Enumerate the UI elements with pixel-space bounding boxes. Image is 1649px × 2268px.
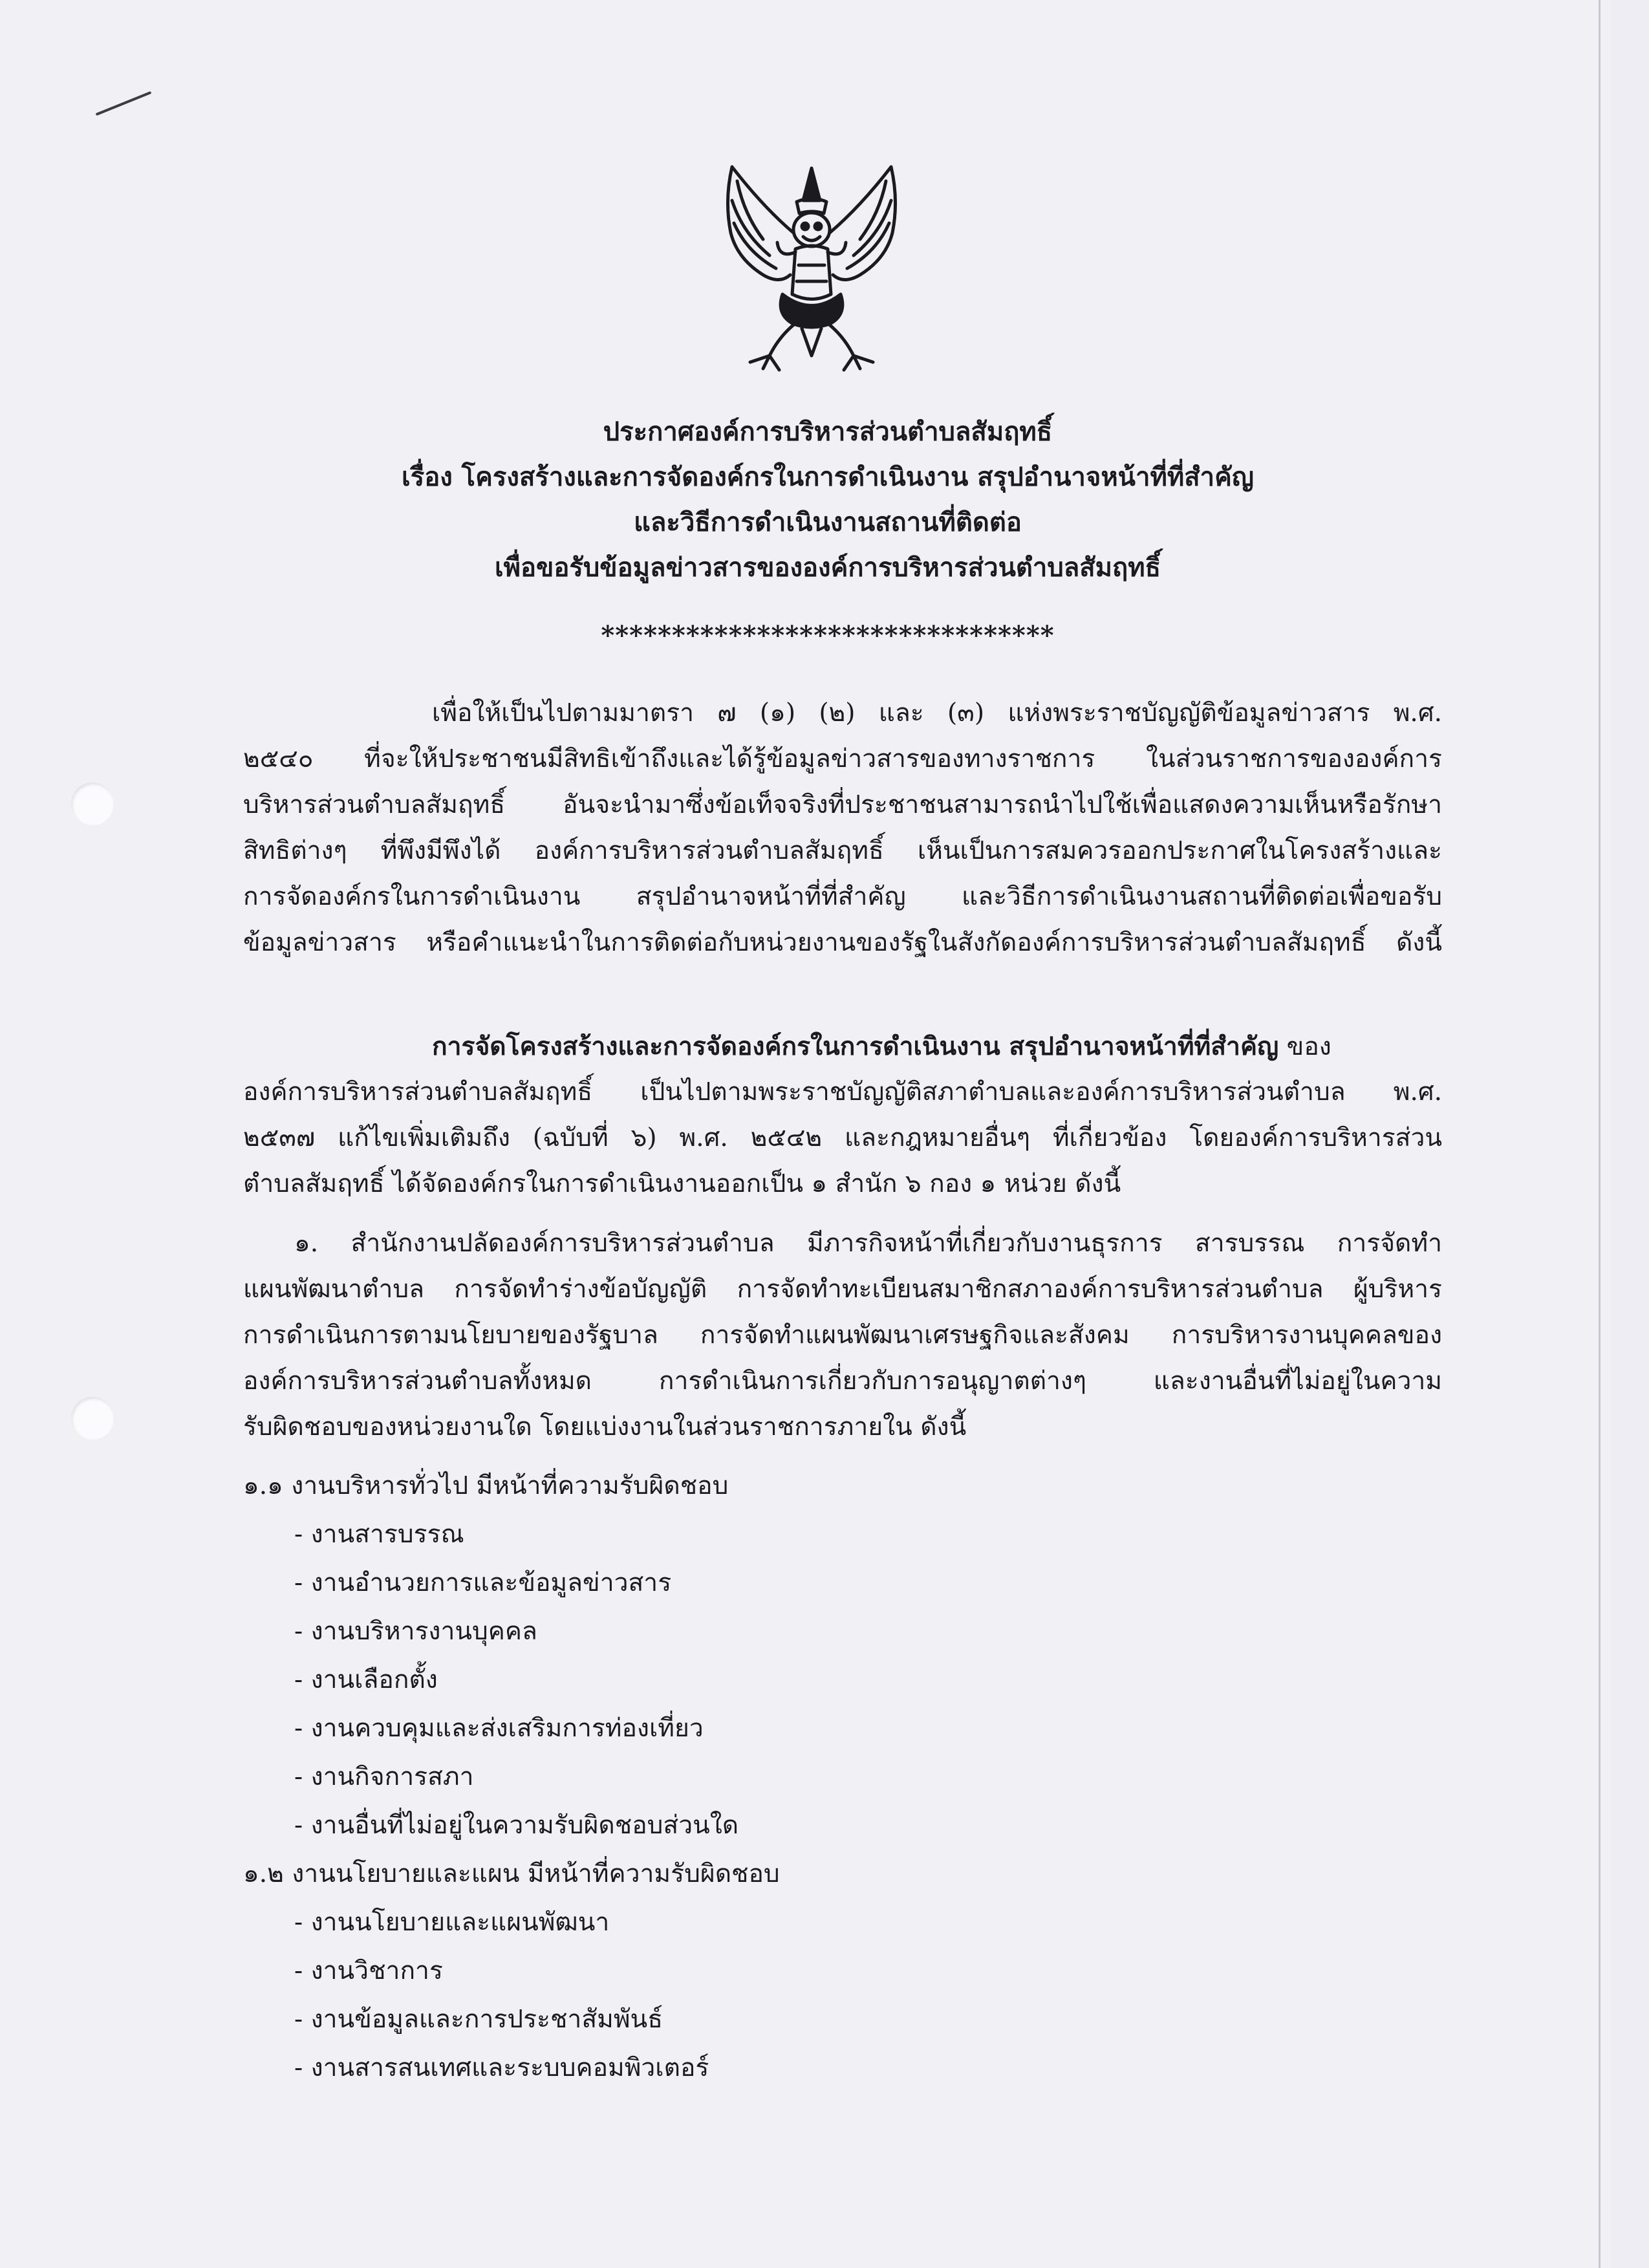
list-item: - งานข้อมูลและการประชาสัมพันธ์ xyxy=(294,2005,663,2034)
list-item: - งานบริหารงานบุคคล xyxy=(294,1617,537,1646)
structure-line-3: ตำบลสัมฤทธิ์ ได้จัดองค์กรในการดำเนินงานออกเป็น ๑ สำนัก ๖ กอง ๑ หน่วย ดังนี้ xyxy=(243,1169,1121,1198)
separator-stars: ******************************** xyxy=(601,620,1055,651)
section-1-line-3: การดำเนินการตามนโยบายของรัฐบาล การจัดทำแผนพัฒนาเศรษฐกิจและสังคม การบริหารงานบุคคลของ xyxy=(243,1321,1442,1350)
punch-hole-lower xyxy=(71,1397,114,1440)
list-item: - งานอำนวยการและข้อมูลข่าวสาร xyxy=(294,1568,672,1597)
intro-line-4: สิทธิต่างๆ ที่พึงมีพึงได้ องค์การบริหารส่วนตำบลสัมฤทธิ์ เห็นเป็นการสมควรออกประกาศในโครงสร้างและ xyxy=(243,836,1442,865)
structure-line-1: องค์การบริหารส่วนตำบลสัมฤทธิ์ เป็นไปตามพระราชบัญญัติสภาตำบลและองค์การบริหารส่วนตำบล พ.ศ. xyxy=(243,1077,1442,1107)
section-1-line-5: รับผิดชอบของหน่วยงานใด โดยแบ่งงานในส่วนราชการภายใน ดังนี้ xyxy=(243,1412,967,1442)
list-item: - งานสารบรรณ xyxy=(294,1520,464,1549)
intro-line-3: บริหารส่วนตำบลสัมฤทธิ์ อันจะนำมาซึ่งข้อเท็จจริงที่ประชาชนสามารถนำไปใช้เพื่อแสดงความเห็นหรือรักษา xyxy=(243,790,1442,819)
structure-heading xyxy=(432,1028,1331,1065)
intro-line-2: ๒๕๔๐ ที่จะให้ประชาชนมีสิทธิเข้าถึงและได้รู้ข้อมูลข่าวสารของทางราชการ ในส่วนราชการขององค์การ xyxy=(243,744,1442,773)
list-item: - งานนโยบายและแผนพัฒนา xyxy=(294,1908,610,1937)
list-item: - งานวิชาการ xyxy=(294,1956,443,1985)
subject-line-1: เรื่อง โครงสร้างและการจัดองค์กรในการดำเนินงาน สรุปอำนาจหน้าที่ที่สำคัญ xyxy=(402,462,1254,492)
list-item: - งานควบคุมและส่งเสริมการท่องเที่ยว xyxy=(294,1714,704,1743)
intro-line-6: ข้อมูลข่าวสาร หรือคำแนะนำในการติดต่อกับหน่วยงานของรัฐในสังกัดองค์การบริหารส่วนตำบลสัมฤทธิ์ ดังนี้ xyxy=(243,928,1442,957)
page-edge xyxy=(1599,0,1600,2268)
subsection-1-2-title: ๑.๒ งานนโยบายและแผน มีหน้าที่ความรับผิดชอบ xyxy=(243,1859,780,1888)
subsection-1-1-title: ๑.๑ งานบริหารทั่วไป มีหน้าที่ความรับผิดชอบ xyxy=(243,1471,729,1500)
list-item: - งานอื่นที่ไม่อยู่ในความรับผิดชอบส่วนใด xyxy=(294,1811,739,1840)
list-item: - งานเลือกตั้ง xyxy=(294,1665,438,1694)
structure-line-2: ๒๕๓๗ แก้ไขเพิ่มเติมถึง (ฉบับที่ ๖) พ.ศ. ๒๕๔๒ และกฎหมายอื่นๆ ที่เกี่ยวข้อง โดยองค์การบริหารส่วน xyxy=(243,1123,1442,1152)
section-1-line-2: แผนพัฒนาตำบล การจัดทำร่างข้อบัญญัติ การจัดทำทะเบียนสมาชิกสภาองค์การบริหารส่วนตำบล ผู้บริหาร xyxy=(243,1275,1442,1304)
subject-line-3: เพื่อขอรับข้อมูลข่าวสารขององค์การบริหารส่วนตำบลสัมฤทธิ์ xyxy=(494,552,1161,583)
list-item: - งานสารสนเทศและระบบคอมพิวเตอร์ xyxy=(294,2053,709,2082)
subject-line-2: และวิธีการดำเนินงานสถานที่ติดต่อ xyxy=(634,507,1022,537)
intro-line-1: เพื่อให้เป็นไปตามมาตรา ๗ (๑) (๒) และ (๓) แห่งพระราชบัญญัติข้อมูลข่าวสาร พ.ศ. xyxy=(432,698,1442,728)
garuda-emblem-icon xyxy=(718,162,905,375)
page-title: ประกาศองค์การบริหารส่วนตำบลสัมฤทธิ์ xyxy=(603,416,1053,447)
intro-line-5: การจัดองค์กรในการดำเนินงาน สรุปอำนาจหน้าที่ที่สำคัญ และวิธีการดำเนินงานสถานที่ติดต่อเพื่อขอรับ xyxy=(243,882,1442,911)
structure-heading-bold: การจัดโครงสร้างและการจัดองค์กรในการดำเนินงาน สรุปอำนาจหน้าที่ที่สำคัญ xyxy=(432,1031,1279,1061)
punch-hole-upper xyxy=(71,783,114,825)
section-1-line-1: ๑. สำนักงานปลัดองค์การบริหารส่วนตำบล มีภารกิจหน้าที่เกี่ยวกับงานธุรการ สารบรรณ การจัดทำ xyxy=(294,1229,1442,1258)
list-item: - งานกิจการสภา xyxy=(294,1762,474,1791)
section-1-line-4: องค์การบริหารส่วนตำบลทั้งหมด การดำเนินการเกี่ยวกับการอนุญาตต่างๆ และงานอื่นที่ไม่อยู่ในความ xyxy=(243,1366,1442,1396)
structure-heading-rest: ของ xyxy=(1286,1032,1331,1061)
